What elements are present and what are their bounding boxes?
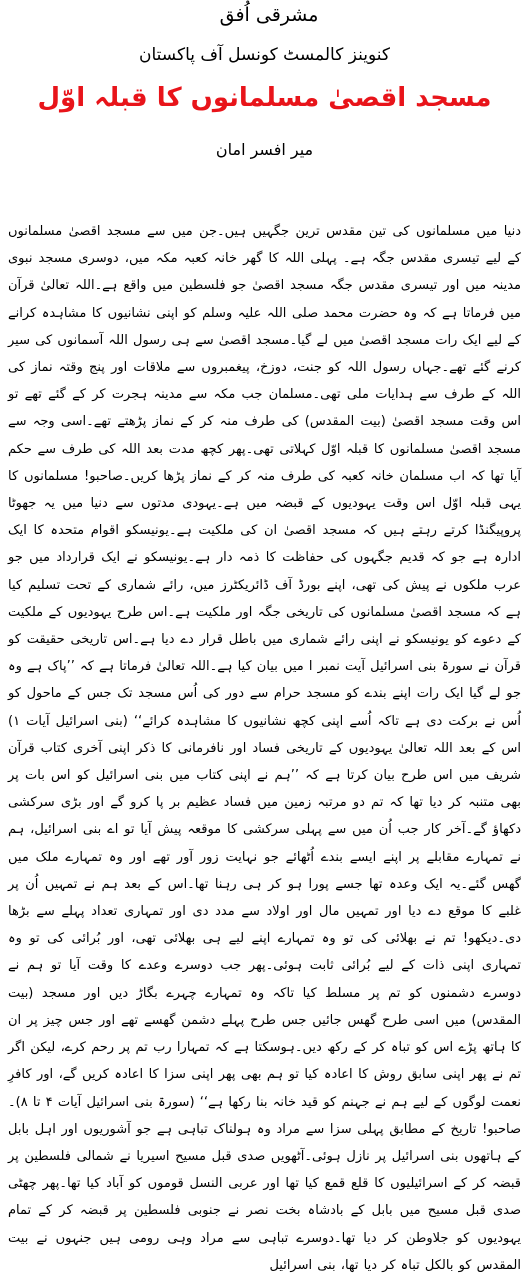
author-byline: میر افسر امان [215,140,314,159]
article-body-text: دنیا میں مسلمانوں کی تین مقدس ترین جگہیں ہیں۔جن میں سے مسجد اقصیٰ مسلمانوں کے لیے تیسری مقدس جگہ ہے۔ پہلی اللہ کا گھر خانہ کعبہ مکہ میں، دوسری مسجد نبوی مدینہ میں اور تیسری مقدس جگہ مسجد اقصیٰ جو فلسطین میں واقع ہے۔اللہ تعالیٰ قرآن میں فرماتا ہے کہ وہ حضرت محمد صلی اللہ علیہ وسلم کو اپنی نشانیوں کا مشاہدہ کرانے کے لیے ایک رات مسجد اقصیٰ میں لے گیا۔مسجد اقصیٰ سے ہی رسول اللہ آسمانوں کی سیر کرنے گئے تھے۔جہاں رسول اللہ کو جنت، دوزخ، پیغمبروں سے ملاقات اور پنج وقتہ نماز کی اللہ کے طرف سے ہدایات ملی تھی۔مسلمان جب مکہ سے مدینہ ہجرت کر کے گئے تھے تو اس وقت مسجد اقصیٰ (بیت المقدس) کی طرف منہ کر کے نماز پڑھتے تھے۔اسی وجہ سے مسجد اقصیٰ مسلمانوں کا قبلہ اوّل کہلاتی تھی۔پھر کچھ مدت بعد اللہ کی طرف سے حکم آیا تھا کہ اب مسلمان خانہ کعبہ کی طرف منہ کر کے نماز پڑھا کریں۔صاحبو! مسلمانوں کا یہی قبلہ اوّل اس وقت یہودیوں کے قبضہ میں ہے۔یہودی مدتوں سے دنیا میں یہ جھوٹا پروپیگنڈا کرتے رہتے ہیں کہ مسجد اقصیٰ ان کی ملکیت ہے۔یونیسکو اقوام متحدہ کا ایک ادارہ ہے جو کہ قدیم جگہوں کی حفاظت کا ذمہ دار ہے۔یونیسکو نے ایک قرارداد میں جو عرب ملکوں نے پیش کی تھی، اپنے بورڈ آف ڈائریکٹرز میں، رائے شماری کے تحت تسلیم کیا ہے کہ مسجد اقصیٰ مسلمانوں کی تاریخی جگہ اور ملکیت ہے۔اس طرح یہودیوں کے ملکیت کے دعوے کو یونیسکو نے اپنی رائے شماری میں باطل قرار دے دیا ہے۔اس تاریخی حقیقت کو قرآن نے سورۃ بنی اسرائیل آیت نمبر ا میں بیان کیا ہے۔اللہ تعالیٰ فرماتا ہے کہ ’’پاک ہے وہ جو لے گیا ایک رات اپنے بندے کو مسجد حرام سے دور کی اُس مسجد تک جس کے ماحول کو اُس نے برکت دی ہے تاکہ اُسے اپنی کچھ نشانیوں کا مشاہدہ کرائے‘‘ (بنی اسرائیل آیات ۱) اس کے بعد اللہ تعالیٰ یہودیوں کے تاریخی فساد اور نافرمانی کا ذکر اپنی آخری کتاب قرآن شریف میں اس طرح بیان کرتا ہے کہ ’’ہم نے اپنی کتاب میں بنی اسرائیل کو اس بات پر بھی متنبہ کر دیا تھا کہ تم دو مرتبہ زمین میں فساد عظیم بر پا کرو گے اور بڑی سرکشی دکھاؤ گے۔آخر کار جب اُن میں سے پہلی سرکشی کا موقعہ پیش آیا تو اے بنی اسرائیل، ہم نے تمہارے مقابلے پر اپنے ایسے بندے اُٹھائے جو نہایت زور آور تھے اور وہ تمہارے ملک میں گھس گئے۔یہ ایک وعدہ تھا جسے پورا ہو کر ہی رہنا تھا۔اس کے بعد ہم نے تمہیں اُن پر غلبے کا موقع دے دیا اور تمہیں مال اور اولاد سے مدد دی اور تمہاری تعداد پہلے سے بڑھا دی۔دیکھو! تم نے بھلائی کی تو وہ تمہارے اپنے لیے ہی بھلائی تھی، اور بُرائی کی تو وہ تمہاری اپنی ذات کے لیے بُرائی ثابت ہوئی۔پھر جب دوسرے وعدے کا وقت آیا تو ہم نے دوسرے دشمنوں کو تم پر مسلط کیا تاکہ وہ تمہارے چہرے بگاڑ دیں اور مسجد (بیت المقدس) میں اسی طرح گھس جائیں جس طرح پہلے دشمن گھسے تھے اور جس چیز پر ان کا ہاتھ پڑے اس کو تباہ کر کے رکھ دیں۔ہوسکتا ہے کہ تمہارا رب تم پر رحم کرے، لیکن اگر تم نے پھر اپنی سابق روش کا اعادہ کیا تو ہم بھی پھر اپنی سزا کا اعادہ کریں گے، اور کافرِ نعمت لوگوں کے لیے ہم نے جہنم کو قید خانہ بنا رکھا ہے‘‘ (سورۃ بنی اسرائیل آیات ۴ تا ۸)۔ صاحبو! تاریخ کے مطابق پہلی سزا سے مراد وہ ہولناک تباہی ہے جو آشوریوں اور اہل بابل کے ہاتھوں بنی اسرائیل پر نازل ہوئی۔آٹھویں صدی قبل مسیح اسیریا نے شمالی فلسطین پر قبضہ کر کے اسرائیلیوں کا قلع قمع کیا تھا اور عربی النسل قوموں کو آباد کیا تھا۔پھر چھٹی صدی قبل مسیح میں بابل کے بادشاہ بخت نصر نے جنوبی فلسطین پر قبضہ کر کے تمام یہودیوں کو جلاوطن کر دیا تھا۔دوسرے تباہی سے مراد وہی رومی ہیں جنہوں نے بیت المقدس کو بالکل تباہ کر دیا تھا، بنی اسرائیل [8,224,521,1273]
article-title: مسجد اقصیٰ مسلمانوں کا قبلہ اوّل [37,83,492,113]
column-name: مشرقی اُفق [219,4,319,26]
author-organization: کنوینز کالمسٹ کونسل آف پاکستان [139,45,390,65]
article-header [0,0,529,210]
article-body [8,218,521,1273]
